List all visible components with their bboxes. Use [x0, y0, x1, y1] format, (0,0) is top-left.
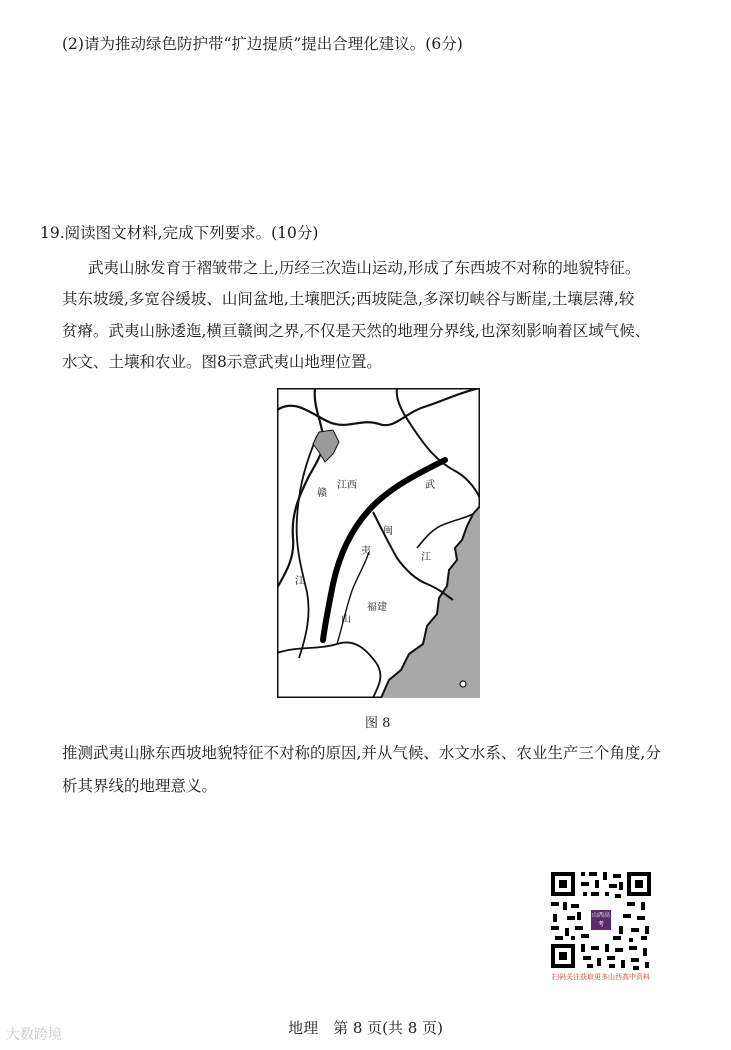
- qr-caption: 扫码关注获取更多山西高中资料: [552, 973, 650, 981]
- label-gan: 赣: [317, 488, 327, 499]
- task-line-2: 析其界线的地理意义。: [62, 777, 218, 795]
- label-yi: 夷: [361, 546, 371, 557]
- qr-logo: 山西高考: [591, 912, 610, 928]
- question-2-text: (2)请为推动绿色防护带“扩边提质”提出合理化建议。(6分): [62, 35, 463, 53]
- label-fujian: 福建: [367, 602, 387, 613]
- label-jiang-left: 江: [295, 576, 305, 587]
- figure-caption: 图 8: [365, 716, 391, 731]
- paragraph-line-2: 其东坡缓,多宽谷缓坡、山间盆地,土壤肥沃;西坡陡急,多深切峡谷与断崖,土壤层薄,较: [62, 290, 635, 308]
- label-wu: 武: [425, 480, 435, 491]
- task-line-1: 推测武夷山脉东西坡地貌特征不对称的原因,并从气候、水文水系、农业生产三个角度,分: [62, 744, 661, 762]
- label-jiangxi: 江西: [337, 480, 357, 491]
- label-shan: 山: [341, 614, 351, 625]
- paragraph-line-3: 贫瘠。武夷山脉逶迤,横亘赣闽之界,不仅是天然的地理分界线,也深刻影响着区域气候、: [62, 322, 651, 340]
- wuyi-location-map: [277, 388, 480, 698]
- label-min: 闽: [383, 526, 393, 537]
- paragraph-line-1: 武夷山脉发育于褶皱带之上,历经三次造山运动,形成了东西坡不对称的地貌特征。: [88, 259, 641, 277]
- page-footer: 地理 第 8 页(共 8 页): [288, 1019, 443, 1037]
- watermark-text: 大数跨境: [6, 1027, 62, 1043]
- question-19-heading: 19.阅读图文材料,完成下列要求。(10分): [40, 224, 319, 242]
- island: [460, 681, 466, 687]
- qr-code-block[interactable]: [547, 868, 655, 984]
- paragraph-line-4: 水文、土壤和农业。图8示意武夷山地理位置。: [62, 353, 382, 371]
- label-jiang-right: 江: [421, 552, 431, 563]
